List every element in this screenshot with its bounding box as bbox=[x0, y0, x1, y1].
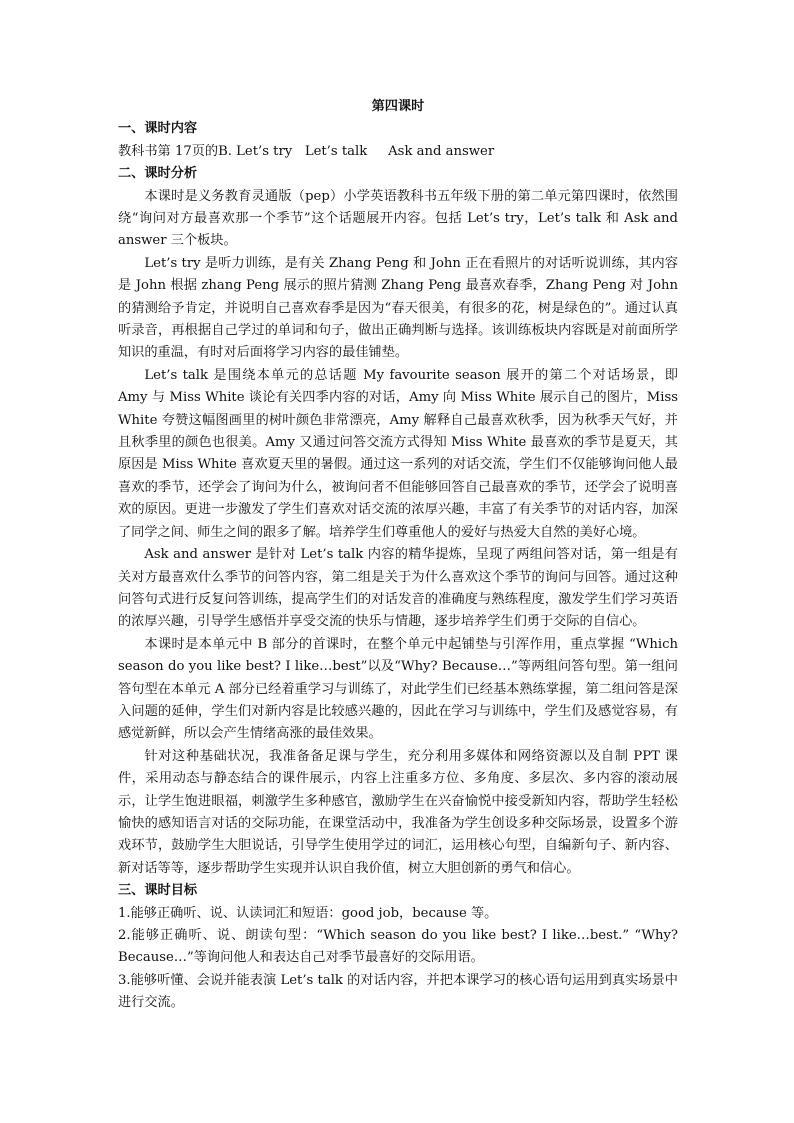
goal-item-1: 1.能够正确听、说、认读词汇和短语：good job，because 等。 bbox=[118, 905, 498, 921]
analysis-paragraph-6: 针对这种基础状况，我准备备足课与学生，充分利用多媒体和网络资源以及自制 PPT 课件，采用动态与静态结合的课件展示，内容上注重多方位、多角度、多层次、多内容的滚动展示，让学生饱进眼福，刺激学生多种感官，激励学生在兴奋愉悦中接受新知内容，帮助学生轻松愉快的感知语言对话的交际功能，在课堂活动中，我准备为学生创设多种交际场景，设置多个游戏环节，鼓励学生大胆说话，引导学生使用学过的词汇，运用核心句型，自编新句子、新内容、新对话等等，逐步帮助学生实现并认识自我价值，树立大胆创新的勇气和信心。 bbox=[118, 748, 678, 876]
section-content-text: 教科书第 17页的B. Let’s try Let’s talk Ask and answer bbox=[118, 143, 495, 159]
goal-item-2: 2.能够正确听、说、朗读句型：“Which season do you like best? I like…best.” “Why? Because…”等询问他人和表达自己对季节最喜好的交际用语。 bbox=[118, 928, 678, 966]
document-page bbox=[118, 96, 678, 1015]
analysis-paragraph-5: 本课时是本单元中 B 部分的首课时，在整个单元中起铺垫与引浑作用，重点掌握 “Which season do you like best? I like…best”以及“Why? Because…”等两组问答句型。第一组问答句型在本单元 A 部分已经着重学习与训练了，对此学生们已经基本熟练掌握，第二组问答是深入问题的延伸，学生们对新内容是比较感兴趣的，因此在学习与训练中，学生们及感觉容易，有感觉新鲜，所以会产生情绪高涨的最佳效果。 bbox=[118, 636, 678, 742]
section-heading-analysis: 二、课时分析 bbox=[118, 166, 198, 182]
lesson-title: 第四课时 bbox=[371, 99, 425, 114]
analysis-paragraph-4: Ask and answer 是针对 Let’s talk 内容的精华提炼，呈现了两组问答对话，第一组是有关对方最喜欢什么季节的问答内容，第二组是关于为什么喜欢这个季节的询问与回答。通过这种问答句式进行反复问答训练，提高学生们的对话发音的准确度与熟练程度，激发学生们学习英语的浓厚兴趣，引导学生感悟并享受交流的快乐与情趣，逐步培养学生们勇于交际的自信心。 bbox=[118, 547, 678, 630]
goal-item-3: 3.能够听懂、会说并能表演 Let’s talk 的对话内容，并把本课学习的核心语句运用到真实场景中进行交流。 bbox=[118, 972, 678, 1011]
analysis-paragraph-3: Let’s talk 是围绕本单元的总话题 My favourite season 展开的第二个对话场景，即 Amy 与 Miss White 谈论有关四季内容的对话，Amy 向 Miss White 展示自己的图片，Miss White 夸赞这幅图画里的树叶颜色非常漂亮，Amy 解释自己最喜欢秋季，因为秋季天气好，并且秋季里的颜色也很美。Amy 又通过问答交流方式得知 Miss White 最喜欢的季节是夏天，其原因是 Miss White 喜欢夏天里的暑假。通过这一系列的对话交流，学生们不仅能够询问他人最喜欢的季节，还学会了询问为什么，被询问者不但能够回答自己最喜欢的季节，还学会了说明喜欢的原因。更进一步激发了学生们喜欢对话交流的浓厚兴趣，丰富了有关季节的对话内容，加深了同学之间、师生之间的跟多了解。培养学生们尊重他人的爱好与热爱大自然的美好心境。 bbox=[118, 367, 678, 540]
section-heading-content: 一、课时内容 bbox=[118, 121, 198, 137]
section-heading-goals: 三、课时目标 bbox=[118, 883, 198, 899]
analysis-paragraph-2: Let’s try 是听力训练，是有关 Zhang Peng 和 John 正在看照片的对话听说训练，其内容是 John 根据 zhang Peng 展示的照片猜测 Zhang Peng 最喜欢春季，Zhang Peng 对 John 的猜测给予肯定，并说明自己喜欢春季是因为“春天很美，有很多的花，树是绿色的”。通过认真听录音，再根据自己学过的单词和句子，做出正确判断与选择。该训练板块内容既是对前面所学知识的重温，有时对后面将学习内容的最佳铺垫。 bbox=[118, 255, 678, 361]
analysis-paragraph-1: 本课时是义务教育灵通版（pep）小学英语教科书五年级下册的第二单元第四课时，依然围绕“询问对方最喜欢那一个季节”这个话题展开内容。包括 Let’s try，Let’s talk 和 Ask and answer 三个板块。 bbox=[118, 188, 678, 249]
